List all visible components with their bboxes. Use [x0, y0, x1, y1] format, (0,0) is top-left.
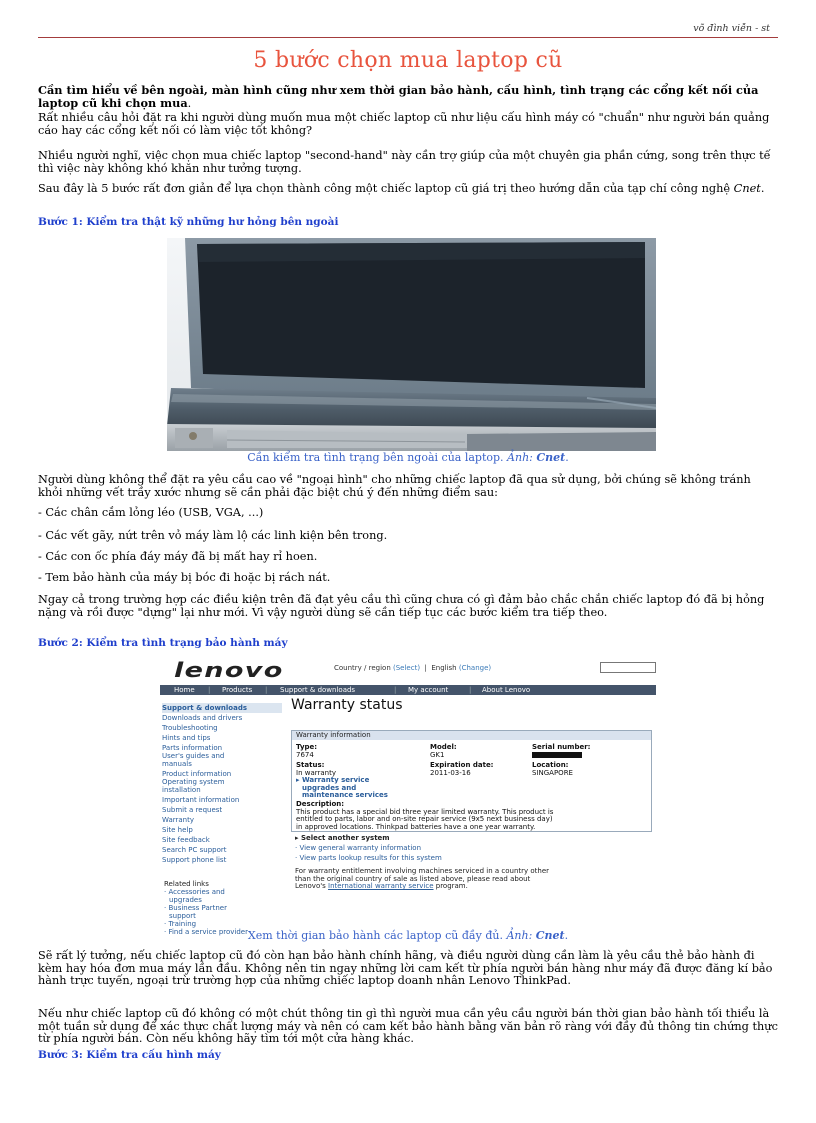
nav-separator: |	[208, 686, 211, 694]
description-label: Description:	[296, 800, 345, 808]
caption-1-label: Ảnh:	[507, 451, 533, 464]
support-sidebar	[162, 703, 282, 865]
model-field	[430, 744, 457, 759]
status-value: In warranty	[296, 768, 336, 777]
paragraph-2: Nhiều người nghĩ, việc chọn mua chiếc laptop "second-hand" này cần trợ giúp của một chuyên gia phần cứng, song trên thực tế thì việc này không khó khăn như tưởng tượng.	[38, 149, 771, 175]
serial-field	[532, 744, 590, 759]
select-system-link[interactable]	[295, 833, 650, 843]
paragraph-3-source: Cnet	[733, 182, 761, 195]
lenovo-logo: lenovo	[174, 658, 284, 682]
type-value: 7674	[296, 750, 314, 759]
intro-paragraph	[38, 84, 778, 110]
nav-home[interactable]: Home	[174, 686, 195, 694]
warranty-footer-note	[295, 868, 650, 891]
expiration-value: 2011-03-16	[430, 768, 471, 777]
description-line: This product has a special bid three year limited warranty. This product is	[296, 807, 554, 816]
paragraph-6: Sẽ rất lý tưởng, nếu chiếc laptop cũ đó còn hạn bảo hành chính hãng, và điều người dùng cần làm là yêu cầu thẻ bảo hành đi kèm hay hóa đơn mua máy lần đầu. Không nên tin ngay những lời cam kết từ phía người bán hàng như máy đã được đăng kí bảo hành trực tuyến, ngoại trừ trường hợp của những chiếc laptop doanh nhân Lenovo ThinkPad.	[38, 949, 773, 987]
select-system-box	[295, 833, 650, 863]
expiration-label: Expiration date:	[430, 761, 494, 769]
warranty-service-link[interactable]: ▸ Warranty service	[296, 776, 370, 784]
nav-separator: |	[394, 686, 397, 694]
description-field	[296, 801, 648, 831]
sidebar-item-search[interactable]: Search PC support	[162, 846, 227, 854]
caption-2	[0, 929, 816, 942]
sidebar-item-feedback[interactable]: Site feedback	[162, 836, 210, 844]
sidebar-item-help[interactable]: Site help	[162, 826, 193, 834]
nav-separator: |	[265, 686, 268, 694]
language-label: English	[431, 664, 457, 672]
laptop-photo	[167, 238, 656, 451]
caption-2-label: Ảnh:	[506, 929, 533, 942]
bullet-1: - Các chân cắm lỏng léo (USB, VGA, ...)	[38, 506, 264, 519]
top-links: Country / region (Select) | English (Change)	[334, 664, 492, 672]
location-field	[532, 762, 573, 777]
sidebar-item-important[interactable]: Important information	[162, 796, 240, 804]
sidebar-item-os-cont[interactable]: installation	[162, 786, 201, 794]
country-select-link[interactable]: (Select)	[393, 664, 421, 672]
step-1-heading: Bước 1: Kiểm tra thật kỹ những hư hỏng bên ngoài	[38, 216, 339, 228]
caption-1-end: .	[565, 451, 569, 464]
header-rule	[38, 37, 778, 38]
footer-line: Lenovo's	[295, 882, 326, 890]
related-link[interactable]: support	[169, 912, 196, 920]
sidebar-item-os[interactable]: Operating system	[162, 778, 225, 786]
paragraph-7: Nếu như chiếc laptop cũ đó không có một chút thông tin gì thì người mua cần yêu cầu người bán thời gian bảo hành tối thiểu là một tuần sử dụng để xác thực chất lượng máy và nên có cam kết bảo hành bằng văn bản rõ ràng với đầy đủ thông tin chứng thực từ phía người bán. Còn nếu không hãy tìm tới một cửa hàng khác.	[38, 1007, 778, 1045]
caption-2-text: Xem thời gian bảo hành các laptop cũ đầy đủ.	[247, 929, 507, 942]
sidebar-item-product-info[interactable]: Product information	[162, 770, 232, 778]
paragraph-1: Rất nhiều câu hỏi đặt ra khi người dùng muốn mua một chiếc laptop cũ như liệu cấu hình máy có "chuẩn" như người bán quảng cáo hay các cổng kết nối có làm việc tốt không?	[38, 111, 770, 137]
status-label: Status:	[296, 761, 325, 769]
warranty-info-box	[291, 730, 652, 832]
bullet-4: - Tem bảo hành của máy bị bóc đi hoặc bị rách nát.	[38, 571, 331, 584]
related-link[interactable]: · Accessories and	[164, 888, 225, 896]
footer-line: program.	[435, 882, 468, 890]
step-2-heading: Bước 2: Kiểm tra tình trạng bảo hành máy	[38, 637, 288, 649]
caption-2-end: .	[564, 929, 569, 942]
warranty-status-heading: Warranty status	[291, 697, 403, 713]
related-links	[164, 880, 284, 936]
bullet-3: - Các con ốc phía đáy máy đã bị mất hay rỉ hoen.	[38, 550, 318, 563]
sidebar-item-submit[interactable]: Submit a request	[162, 806, 223, 814]
caption-1-text: Cần kiểm tra tình trạng bên ngoài của laptop.	[247, 451, 508, 464]
paragraph-3	[38, 183, 778, 196]
language-change-link[interactable]: (Change)	[458, 664, 492, 672]
type-label: Type:	[296, 743, 318, 751]
sidebar-item-downloads[interactable]: Downloads and drivers	[162, 714, 243, 722]
type-field	[296, 744, 317, 759]
sidebar-item-phone[interactable]: Support phone list	[162, 856, 227, 864]
search-box[interactable]	[600, 662, 656, 673]
nav-bar	[160, 685, 656, 695]
related-link[interactable]: · Find a service provider	[164, 928, 248, 936]
paragraph-5: Ngay cả trong trường hợp các điều kiện trên đã đạt yêu cầu thì cũng chưa có gì đảm bảo chắc chắn chiếc laptop đó đã bị hỏng nặng và rồi được "dựng" lại như mới. Vì vậy người dùng sẽ cần tiếp tục các bước kiểm tra tiếp theo.	[38, 593, 765, 619]
header-author: võ đình viễn - st	[693, 23, 770, 34]
intro-text: Cần tìm hiểu về bên ngoài, màn hình cũng như xem thời gian bảo hành, cấu hình, tình trạng các cổng kết nối của laptop cũ khi chọn mua	[38, 83, 759, 110]
location-value: SINGAPORE	[532, 768, 573, 777]
description-line: in approved locations. Thinkpad batteries have a one year warranty.	[296, 822, 536, 831]
related-title: Related links	[164, 880, 209, 888]
related-link[interactable]: · Training	[164, 920, 197, 928]
sidebar-item-parts[interactable]: Parts information	[162, 744, 223, 752]
page-title: 5 bước chọn mua laptop cũ	[253, 48, 563, 73]
warranty-service-link-cont[interactable]: maintenance services	[302, 791, 388, 799]
footer-line: than the original country of sale as listed above, please read about	[295, 874, 531, 883]
view-parts-lookup-link[interactable]: · View parts lookup results for this system	[295, 854, 442, 862]
nav-products[interactable]: Products	[222, 686, 253, 694]
laptop-photo-drawing	[167, 238, 656, 451]
footer-line: For warranty entitlement involving machines serviced in a country other	[295, 867, 550, 875]
paragraph-3-end: .	[760, 182, 765, 195]
caption-1	[0, 451, 816, 464]
view-general-warranty-link[interactable]: · View general warranty information	[295, 844, 422, 852]
select-system-label: Select another system	[300, 834, 390, 842]
expiration-field	[430, 762, 494, 777]
arrow-right-icon: ▸	[295, 834, 299, 842]
status-field	[296, 762, 388, 800]
caption-2-source: Cnet	[535, 929, 565, 942]
nav-about[interactable]: About Lenovo	[482, 686, 531, 694]
model-value: GK1	[430, 750, 445, 759]
bullet-2: - Các vết gãy, nứt trên vỏ máy làm lộ các linh kiện bên trong.	[38, 529, 388, 542]
serial-label: Serial number:	[532, 743, 591, 751]
sidebar-item-warranty[interactable]: Warranty	[162, 816, 195, 824]
country-label: Country / region	[334, 664, 391, 672]
sidebar-item-troubleshooting[interactable]: Troubleshooting	[162, 724, 218, 732]
nav-separator: |	[469, 686, 472, 694]
step-3-heading: Bước 3: Kiểm tra cấu hình máy	[38, 1049, 221, 1061]
sidebar-item-support[interactable]: Support & downloads	[162, 703, 282, 713]
warranty-service-link-cont[interactable]: upgrades and	[302, 783, 357, 792]
intro-end: .	[187, 96, 192, 110]
related-link[interactable]: · Business Partner	[164, 904, 227, 912]
paragraph-4: Người dùng không thể đặt ra yêu cầu cao về "ngoại hình" cho những chiếc laptop đã qua sử dụng, bởi chúng sẽ không tránh khỏi những vết trầy xước nhưng sẽ cần phải đặc biệt chú ý đến những điểm sau:	[38, 473, 751, 499]
paragraph-3-text: Sau đây là 5 bước rất đơn giản để lựa chọn thành công một chiếc laptop cũ giá trị theo hướng dẫn của tạp chí công nghệ	[38, 182, 734, 195]
sidebar-item-guides-cont[interactable]: manuals	[162, 760, 192, 768]
related-link[interactable]: upgrades	[169, 896, 202, 904]
serial-redacted	[532, 752, 582, 758]
sidebar-item-hints[interactable]: Hints and tips	[162, 734, 211, 742]
location-label: Location:	[532, 761, 569, 769]
warranty-info-header: Warranty information	[292, 731, 651, 740]
description-line: entitled to parts, labor and on-site repair service (9x5 next business day)	[296, 815, 553, 823]
nav-account[interactable]: My account	[408, 686, 449, 694]
international-warranty-link[interactable]: International warranty service	[328, 882, 434, 890]
model-label: Model:	[430, 743, 457, 751]
nav-support[interactable]: Support & downloads	[280, 686, 356, 694]
caption-1-source: Cnet	[536, 451, 566, 464]
sidebar-item-guides[interactable]: User's guides and	[162, 752, 225, 760]
